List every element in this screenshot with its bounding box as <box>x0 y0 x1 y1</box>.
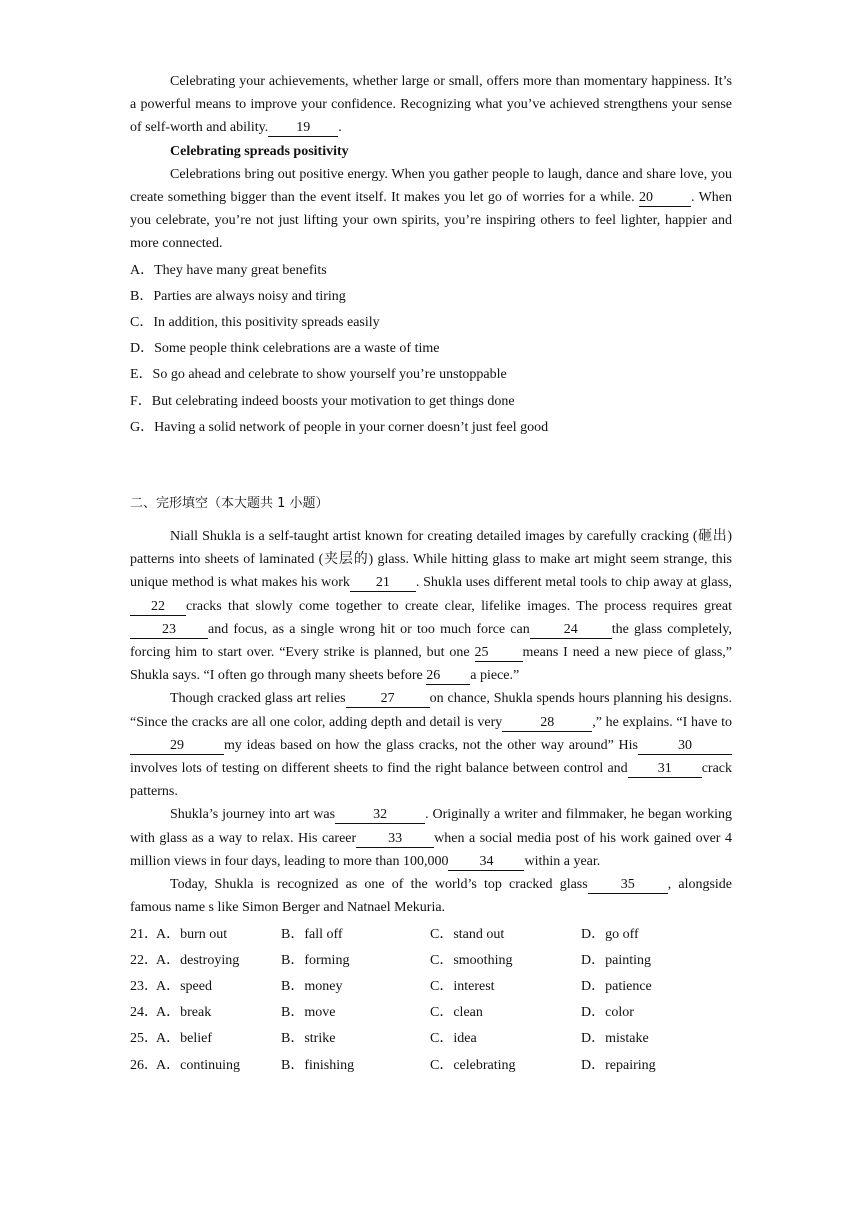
paragraph-text: Today, Shukla is recognized as one of the world’s top cracked glass <box>170 877 588 893</box>
paragraph-text: means I need a new piece of glass,” Shukla says. “I often go through many sheets before <box>130 645 733 684</box>
question-row <box>130 1000 732 1026</box>
question-number: 23． <box>130 978 158 994</box>
blank-30[interactable]: 30 <box>638 738 732 755</box>
choice-b[interactable]: B．strike <box>281 1031 336 1047</box>
paragraph-cloze-1 <box>130 525 732 687</box>
paragraph-cloze-2 <box>130 687 732 803</box>
blank-25[interactable]: 25 <box>475 645 523 662</box>
option-d[interactable]: D．Some people think celebrations are a waste of time <box>130 341 440 357</box>
choice-c[interactable]: C．stand out <box>430 926 505 942</box>
paragraph-text: Celebrations bring out positive energy. When you gather people to laugh, dance and share love, you create something bigger than the event itself. It makes you let go of worries for a while. <box>130 166 732 206</box>
blank-28[interactable]: 28 <box>502 715 592 732</box>
choice-d[interactable]: D．color <box>581 1005 634 1021</box>
question-row <box>130 974 732 1000</box>
choice-d[interactable]: D．patience <box>581 978 652 994</box>
question-number: 22． <box>130 952 158 968</box>
choice-d[interactable]: D．mistake <box>581 1031 649 1047</box>
choice-c[interactable]: C．celebrating <box>430 1057 516 1073</box>
paragraph-text: on chance, Shukla spends hours planning his designs. “Since the cracks are all one color, adding depth and detail is very <box>130 691 732 730</box>
paragraph-text: . When you celebrate, you’re not just lifting your own spirits, you’re inspiring others to feel lighter, happier and more connected. <box>130 190 732 252</box>
choice-b[interactable]: B．money <box>281 978 343 994</box>
blank-20[interactable]: 20 <box>639 190 691 207</box>
paragraph-text: within a year. <box>524 853 601 869</box>
blank-21[interactable]: 21 <box>350 575 416 592</box>
paragraph-achievements: Celebrating your achievements, whether large or small, offers more than momentary happiness. It’s a powerful means to improve your confidence. Recognizing what you’ve achieved strengthens your sense of self-worth and ability. 19 . <box>130 74 732 136</box>
option-f[interactable]: F．But celebrating indeed boosts your motivation to get things done <box>130 393 515 409</box>
choice-d[interactable]: D．painting <box>581 952 651 968</box>
choice-a[interactable]: A．break <box>156 1005 212 1021</box>
choice-c[interactable]: C．interest <box>430 978 495 994</box>
question-row <box>130 948 732 974</box>
choice-c[interactable]: C．clean <box>430 1005 483 1021</box>
option-g[interactable]: G．Having a solid network of people in your corner doesn’t just feel good <box>130 419 549 435</box>
paragraph-text: ,” he explains. “I have to <box>592 714 733 730</box>
paragraph-text: Though cracked glass art relies <box>170 691 346 707</box>
option-list <box>130 258 732 441</box>
paragraph-cloze-3 <box>130 803 732 873</box>
choice-d[interactable]: D．repairing <box>581 1057 656 1073</box>
blank-24[interactable]: 24 <box>530 622 612 639</box>
question-row <box>130 1026 732 1052</box>
question-number: 21． <box>130 926 158 942</box>
paragraph-text: . Shukla uses different metal tools to chip away at glass, <box>415 575 733 591</box>
subheading-positivity: Celebrating spreads positivity <box>170 143 349 159</box>
choice-c[interactable]: C．idea <box>430 1031 477 1047</box>
choice-a[interactable]: A．continuing <box>156 1057 240 1073</box>
question-row <box>130 922 732 948</box>
blank-23[interactable]: 23 <box>130 622 208 639</box>
choice-b[interactable]: B．forming <box>281 952 350 968</box>
blank-34[interactable]: 34 <box>448 854 524 871</box>
choice-a[interactable]: A．belief <box>156 1031 212 1047</box>
paragraph-positivity <box>130 163 732 256</box>
option-e[interactable]: E．So go ahead and celebrate to show yourself you’re unstoppable <box>130 367 507 383</box>
blank-31[interactable]: 31 <box>628 761 702 778</box>
choice-c[interactable]: C．smoothing <box>430 952 513 968</box>
question-number: 26． <box>130 1057 158 1073</box>
paragraph-text: crack patterns. <box>130 761 732 800</box>
paragraph-text: a piece.” <box>470 668 520 684</box>
question-list <box>130 922 732 1079</box>
blank-22[interactable]: 22 <box>130 599 186 616</box>
choice-b[interactable]: B．move <box>281 1005 336 1021</box>
blank-27[interactable]: 27 <box>346 691 430 708</box>
paragraph-text: when a social media post of his work gained over 4 million views in four days, leading to more than 100,000 <box>130 830 732 869</box>
paragraph-text: , alongside famous name s like Simon Berger and Natnael Mekuria. <box>130 877 733 916</box>
choice-a[interactable]: A．destroying <box>156 952 240 968</box>
paragraph-text: Celebrating your achievements, whether large or small, offers more than momentary happiness. It’s a powerful means to improve your confidence. Recognizing what you’ve achieved strengthens your sense of self-worth and ability. <box>130 74 732 136</box>
question-row <box>130 1053 732 1079</box>
blank-35[interactable]: 35 <box>588 877 668 894</box>
paragraph-text: my ideas based on how the glass cracks, not the other way around” His <box>224 737 638 753</box>
paragraph-text: and focus, as a single wrong hit or too much force can <box>208 621 530 637</box>
document-page <box>130 70 732 1079</box>
option-a[interactable]: A．They have many great benefits <box>130 262 327 278</box>
blank-19[interactable]: 19 <box>268 120 338 137</box>
choice-b[interactable]: B．finishing <box>281 1057 355 1073</box>
paragraph-text: the glass completely, forcing him to start over. “Every strike is planned, but one <box>130 621 732 661</box>
question-number: 24． <box>130 1005 158 1021</box>
paragraph-cloze-4 <box>130 873 732 919</box>
blank-26[interactable]: 26 <box>426 668 470 685</box>
choice-a[interactable]: A．speed <box>156 978 212 994</box>
choice-b[interactable]: B．fall off <box>281 926 343 942</box>
option-c[interactable]: C．In addition, this positivity spreads easily <box>130 315 380 331</box>
blank-29[interactable]: 29 <box>130 738 224 755</box>
paragraph-text: . Originally a writer and filmmaker, he began working with glass as a way to relax. His career <box>130 807 732 846</box>
blank-33[interactable]: 33 <box>356 831 434 848</box>
paragraph-text: Shukla’s journey into art was <box>170 807 336 823</box>
section-title-cloze: 二、完形填空（本大题共 1 小题） <box>130 496 329 512</box>
choice-a[interactable]: A．burn out <box>156 926 228 942</box>
choice-d[interactable]: D．go off <box>581 926 639 942</box>
paragraph-text: Niall Shukla is a self-taught artist known for creating detailed images by carefully cracking (砸出) patterns into sheets of laminated (夹层的) glass. While hitting glass to make art might seem strange, this unique method is what makes his work <box>130 529 732 591</box>
paragraph-text: involves lots of testing on different sheets to find the right balance between control and <box>130 761 628 777</box>
question-number: 25． <box>130 1031 158 1047</box>
paragraph-text: cracks that slowly come together to create clear, lifelike images. The process requires great <box>186 598 732 614</box>
option-b[interactable]: B．Parties are always noisy and tiring <box>130 288 346 304</box>
blank-32[interactable]: 32 <box>335 807 425 824</box>
